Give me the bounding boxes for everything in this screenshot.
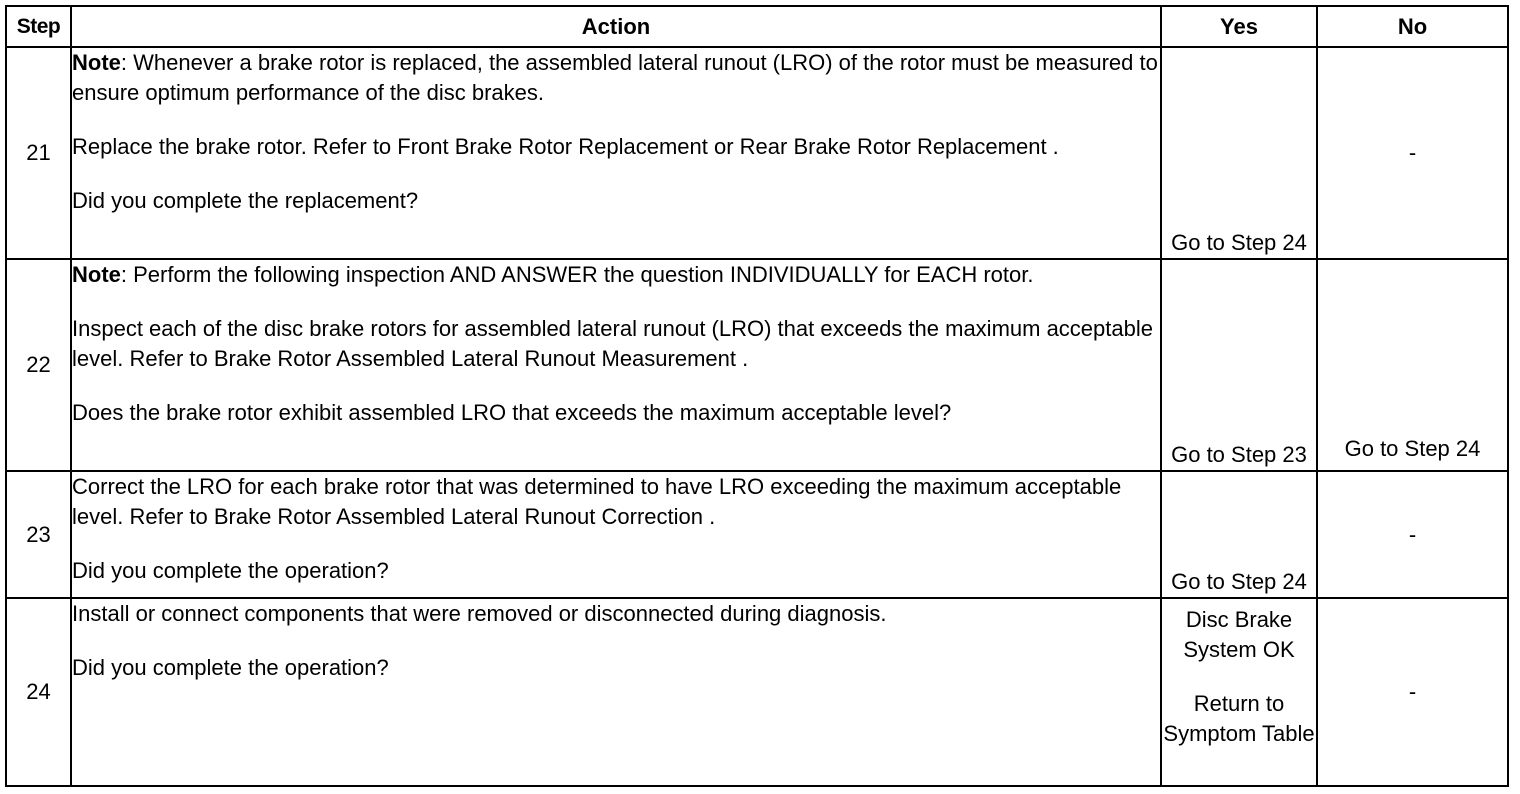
question-text: Did you complete the operation? [72,558,389,583]
step-number: 24 [6,598,71,786]
step-number: 21 [6,47,71,259]
column-header-yes: Yes [1161,6,1317,47]
diagnostic-table [5,5,1509,787]
action-cell [71,259,1161,471]
note [72,48,1160,108]
action-cell [71,47,1161,259]
yes-result: Go to Step 23 [1161,259,1317,471]
table-row [6,259,1508,471]
note-label: Note [72,262,121,287]
action-cell [71,598,1161,786]
note-text: : Whenever a brake rotor is replaced, the assembled lateral runout (LRO) of the rotor must be measured to ensure optimum performance of the disc brakes. [72,50,1158,105]
question-text: Did you complete the replacement? [72,188,419,213]
table-header-row [6,6,1508,47]
column-header-no: No [1317,6,1508,47]
instruction-text: Correct the LRO for each brake rotor that was determined to have LRO exceeding the maximum acceptable level. Refer to Brake Rotor Assembled Lateral Runout Correction . [72,474,1122,529]
action-cell [71,471,1161,598]
step-number: 23 [6,471,71,598]
table-row [6,47,1508,259]
column-header-step: Step [6,6,71,47]
no-result: Go to Step 24 [1317,259,1508,471]
note-label: Note [72,50,121,75]
yes-result: Go to Step 24 [1161,471,1317,598]
instruction-text: Inspect each of the disc brake rotors for assembled lateral runout (LRO) that exceeds the maximum acceptable level. Refer to Brake Rotor Assembled Lateral Runout Measurement . [72,316,1153,371]
note-text: : Perform the following inspection AND ANSWER the question INDIVIDUALLY for EACH rotor. [120,262,1034,287]
no-result: - [1317,471,1508,598]
note [72,260,1160,290]
instruction-text: Replace the brake rotor. Refer to Front Brake Rotor Replacement or Rear Brake Rotor Replacement . [72,134,1059,159]
table-row [6,598,1508,786]
question-text: Does the brake rotor exhibit assembled LRO that exceeds the maximum acceptable level? [72,400,952,425]
step-number: 22 [6,259,71,471]
instruction-text: Install or connect components that were removed or disconnected during diagnosis. [72,601,887,626]
no-result: - [1317,598,1508,786]
yes-result: Disc Brake System OK [1183,607,1295,662]
yes-result-extra: Return to Symptom Table [1163,691,1315,746]
no-result: - [1317,47,1508,259]
table-row [6,471,1508,598]
column-header-action: Action [71,6,1161,47]
yes-result: Go to Step 24 [1161,47,1317,259]
yes-result-cell [1161,598,1317,786]
question-text: Did you complete the operation? [72,655,389,680]
